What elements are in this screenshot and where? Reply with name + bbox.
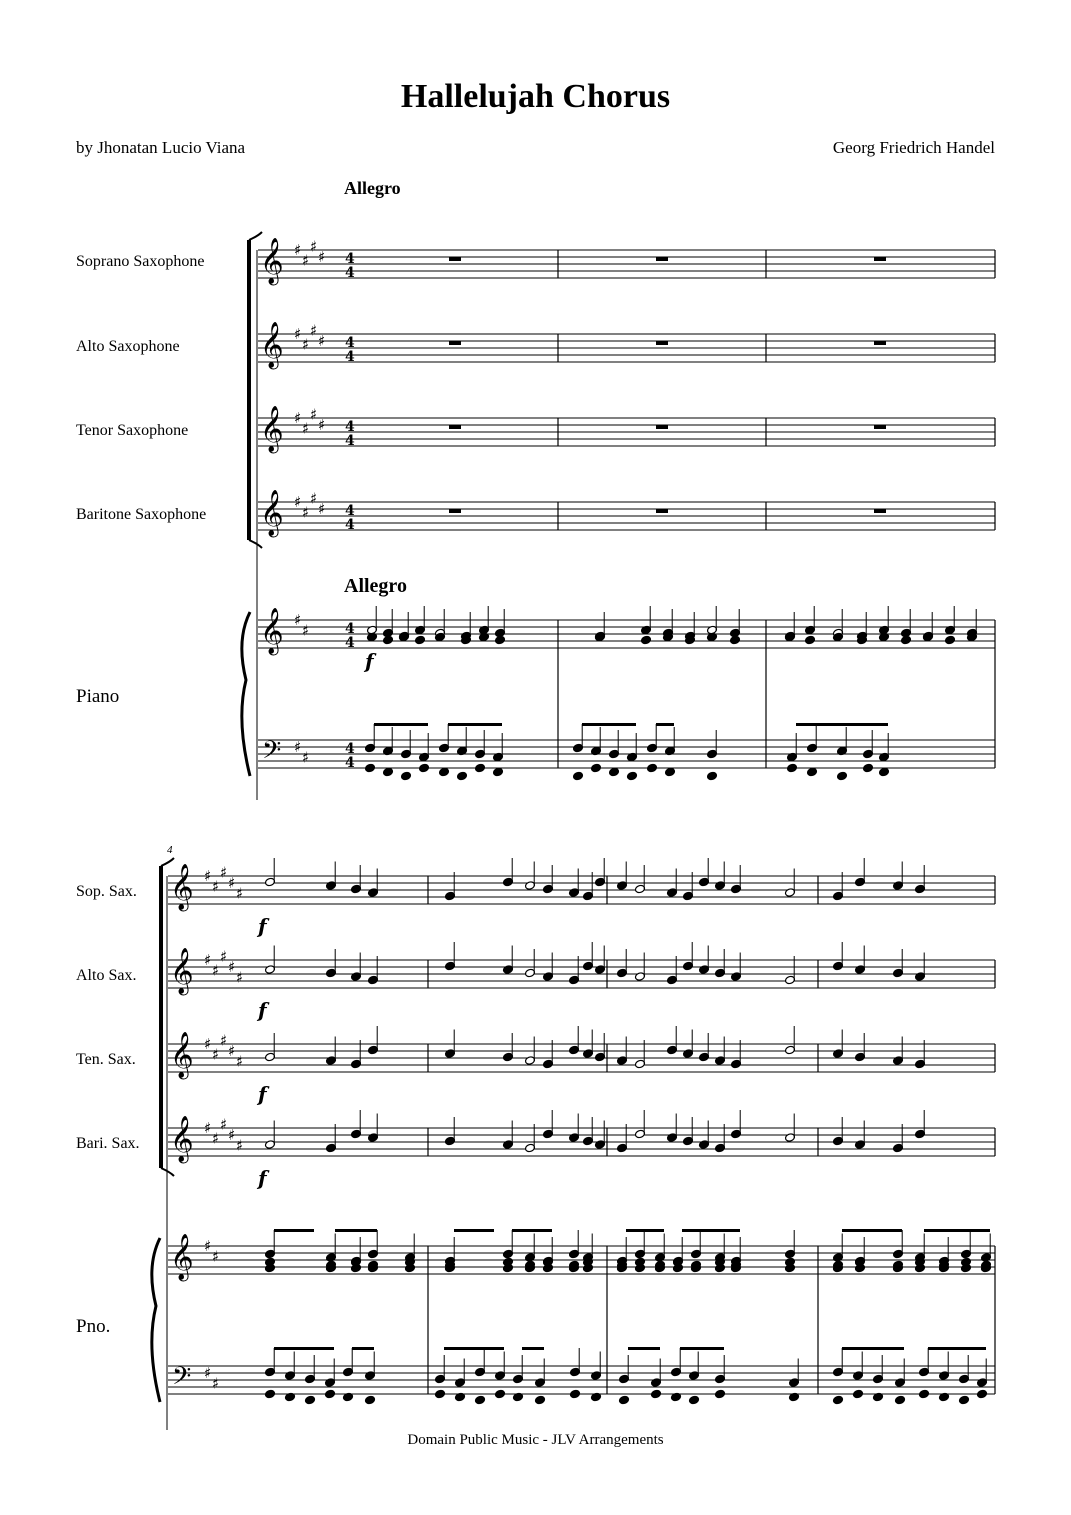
- whole-rest: [656, 425, 668, 429]
- sharp-sign: ♯: [236, 1052, 244, 1071]
- notehead: [689, 1395, 700, 1405]
- notehead: [383, 767, 394, 777]
- notehead: [959, 1395, 970, 1405]
- notehead: [535, 1395, 546, 1405]
- notehead: [805, 635, 816, 645]
- notehead: [457, 771, 468, 781]
- instrument-label-bari-sax: Bari. Sax.: [76, 1135, 140, 1152]
- time-signature-denominator: 4: [345, 433, 355, 449]
- beam: [582, 723, 636, 726]
- treble-clef: 𝄞: [260, 238, 284, 284]
- treble-clef: 𝄞: [170, 864, 194, 910]
- notehead: [787, 763, 798, 773]
- beam: [374, 723, 428, 726]
- notehead: [833, 1395, 844, 1405]
- sharp-sign: ♯: [220, 1115, 228, 1134]
- beam: [656, 723, 674, 726]
- score-title: Hallelujah Chorus: [400, 78, 671, 115]
- sharp-sign: ♯: [294, 738, 302, 756]
- notehead: [619, 1395, 630, 1405]
- instrument-label-piano: Piano: [76, 686, 120, 707]
- sharp-sign: ♯: [310, 405, 318, 424]
- notehead: [651, 1389, 662, 1399]
- notehead: [853, 1389, 864, 1399]
- sharp-sign: ♯: [302, 621, 310, 640]
- whole-rest: [449, 509, 461, 513]
- sharp-sign: ♯: [204, 1119, 212, 1137]
- treble-clef: 𝄞: [260, 490, 284, 536]
- notehead: [647, 763, 658, 773]
- notehead: [419, 763, 430, 773]
- beam: [796, 723, 888, 726]
- notehead: [439, 767, 450, 777]
- sax-bracket-bottom: [249, 540, 262, 548]
- time-signature-numerator: 4: [345, 741, 355, 757]
- time-signature-denominator: 4: [345, 635, 355, 651]
- notehead: [977, 1389, 988, 1399]
- notehead: [305, 1395, 316, 1405]
- sharp-sign: ♯: [302, 251, 310, 270]
- sharp-sign: ♯: [294, 325, 302, 343]
- treble-clef: 𝄞: [260, 608, 284, 654]
- notehead: [495, 1389, 506, 1399]
- notehead: [665, 767, 676, 777]
- sharp-sign: ♯: [310, 489, 318, 508]
- beam: [522, 1347, 544, 1350]
- arranger-credit: by Jhonatan Lucio Viana: [76, 138, 246, 157]
- sharp-sign: ♯: [236, 968, 244, 987]
- treble-clef: 𝄞: [260, 322, 284, 368]
- notehead: [573, 771, 584, 781]
- beam: [352, 1347, 374, 1350]
- sharp-sign: ♯: [204, 867, 212, 885]
- sharp-sign: ♯: [318, 248, 326, 266]
- notehead: [919, 1389, 930, 1399]
- sharp-sign: ♯: [302, 419, 310, 438]
- treble-clef: 𝄞: [170, 948, 194, 994]
- notehead: [895, 1395, 906, 1405]
- notehead: [435, 1389, 446, 1399]
- piano-tempo-marking: Allegro: [344, 575, 407, 597]
- beam: [842, 1347, 904, 1350]
- instrument-label-alto-sax: Alto Saxophone: [76, 338, 180, 355]
- notehead: [715, 1389, 726, 1399]
- whole-rest: [656, 341, 668, 345]
- notehead: [627, 771, 638, 781]
- beam: [680, 1347, 724, 1350]
- whole-rest: [656, 257, 668, 261]
- beam: [448, 723, 502, 726]
- notehead: [475, 763, 486, 773]
- treble-clef: 𝄞: [260, 406, 284, 452]
- notehead: [570, 1389, 581, 1399]
- sharp-sign: ♯: [318, 332, 326, 350]
- sharp-sign: ♯: [212, 1374, 220, 1393]
- instrument-label-pno: Pno.: [76, 1316, 111, 1337]
- beam: [842, 1229, 902, 1232]
- notehead: [641, 635, 652, 645]
- page-footer: Domain Public Music - JLV Arrangements: [407, 1432, 664, 1448]
- instrument-label-baritone-sax: Baritone Saxophone: [76, 506, 207, 523]
- sharp-sign: ♯: [302, 748, 310, 767]
- notehead: [325, 1389, 336, 1399]
- time-signature-denominator: 4: [345, 265, 355, 281]
- whole-rest: [874, 257, 886, 261]
- beam: [924, 1229, 990, 1232]
- sharp-sign: ♯: [220, 947, 228, 966]
- whole-rest: [874, 425, 886, 429]
- sharp-sign: ♯: [236, 884, 244, 903]
- notehead: [901, 635, 912, 645]
- time-signature-numerator: 4: [345, 621, 355, 637]
- time-signature-numerator: 4: [345, 335, 355, 351]
- notehead: [365, 763, 376, 773]
- dynamic-forte: f: [258, 1166, 267, 1190]
- time-signature-denominator: 4: [345, 517, 355, 533]
- beam: [454, 1229, 494, 1232]
- bass-clef: 𝄢: [172, 1362, 192, 1397]
- notehead: [837, 771, 848, 781]
- composer-credit: Georg Friedrich Handel: [832, 138, 995, 157]
- whole-rest: [449, 425, 461, 429]
- beam: [512, 1229, 552, 1232]
- sharp-sign: ♯: [212, 961, 220, 980]
- notehead: [365, 1395, 376, 1405]
- notehead: [401, 771, 412, 781]
- beam: [274, 1347, 334, 1350]
- sharp-sign: ♯: [236, 1136, 244, 1155]
- sharp-sign: ♯: [294, 493, 302, 511]
- sharp-sign: ♯: [204, 1364, 212, 1382]
- notehead: [383, 635, 394, 645]
- instrument-label-sop-sax: Sop. Sax.: [76, 883, 137, 900]
- sharp-sign: ♯: [204, 1035, 212, 1053]
- sharp-sign: ♯: [212, 1129, 220, 1148]
- tempo-marking: Allegro: [344, 178, 401, 198]
- beam: [274, 1229, 314, 1232]
- sharp-sign: ♯: [228, 874, 236, 892]
- sharp-sign: ♯: [294, 409, 302, 427]
- notehead: [415, 635, 426, 645]
- sharp-sign: ♯: [318, 500, 326, 518]
- sharp-sign: ♯: [228, 1126, 236, 1144]
- sharp-sign: ♯: [228, 958, 236, 976]
- notehead: [807, 767, 818, 777]
- sharp-sign: ♯: [204, 951, 212, 969]
- dynamic-forte: f: [365, 649, 374, 673]
- instrument-label-ten-sax: Ten. Sax.: [76, 1051, 136, 1068]
- notehead: [945, 635, 956, 645]
- time-signature-denominator: 4: [345, 755, 355, 771]
- beam: [626, 1229, 664, 1232]
- beam: [444, 1347, 504, 1350]
- instrument-label-tenor-sax: Tenor Saxophone: [76, 422, 189, 439]
- beam: [628, 1347, 660, 1350]
- time-signature-numerator: 4: [345, 503, 355, 519]
- whole-rest: [874, 509, 886, 513]
- notehead: [591, 763, 602, 773]
- sharp-sign: ♯: [318, 416, 326, 434]
- sharp-sign: ♯: [212, 877, 220, 896]
- measure-number: 4: [167, 844, 173, 856]
- treble-clef: 𝄞: [170, 1032, 194, 1078]
- notehead: [493, 767, 504, 777]
- beam: [928, 1347, 986, 1350]
- bass-clef: 𝄢: [262, 736, 282, 771]
- sharp-sign: ♯: [294, 611, 302, 629]
- dynamic-forte: f: [258, 914, 267, 938]
- time-signature-numerator: 4: [345, 251, 355, 267]
- sharp-sign: ♯: [302, 503, 310, 522]
- dynamic-forte: f: [258, 998, 267, 1022]
- notehead: [609, 767, 620, 777]
- sharp-sign: ♯: [228, 1042, 236, 1060]
- notehead: [475, 1395, 486, 1405]
- whole-rest: [449, 257, 461, 261]
- notehead: [730, 635, 741, 645]
- sharp-sign: ♯: [212, 1247, 220, 1266]
- notehead: [707, 771, 718, 781]
- sharp-sign: ♯: [294, 241, 302, 259]
- sharp-sign: ♯: [220, 1031, 228, 1050]
- sharp-sign: ♯: [310, 321, 318, 340]
- sharp-sign: ♯: [220, 863, 228, 882]
- whole-rest: [874, 341, 886, 345]
- time-signature-denominator: 4: [345, 349, 355, 365]
- sharp-sign: ♯: [204, 1237, 212, 1255]
- whole-rest: [656, 509, 668, 513]
- notehead: [863, 763, 874, 773]
- notehead: [879, 767, 890, 777]
- beam: [335, 1229, 377, 1232]
- piano-brace-sys2: [152, 1238, 160, 1402]
- notehead: [495, 635, 506, 645]
- treble-clef: 𝄞: [170, 1116, 194, 1162]
- sharp-sign: ♯: [310, 237, 318, 256]
- piano-brace: [242, 612, 250, 776]
- instrument-label-soprano-sax: Soprano Saxophone: [76, 253, 205, 270]
- treble-clef: 𝄞: [170, 1234, 194, 1280]
- instrument-label-alto-sax-short: Alto Sax.: [76, 967, 137, 984]
- sharp-sign: ♯: [302, 335, 310, 354]
- time-signature-numerator: 4: [345, 419, 355, 435]
- notehead: [265, 1389, 276, 1399]
- whole-rest: [449, 341, 461, 345]
- beam: [682, 1229, 740, 1232]
- sharp-sign: ♯: [212, 1045, 220, 1064]
- dynamic-forte: f: [258, 1082, 267, 1106]
